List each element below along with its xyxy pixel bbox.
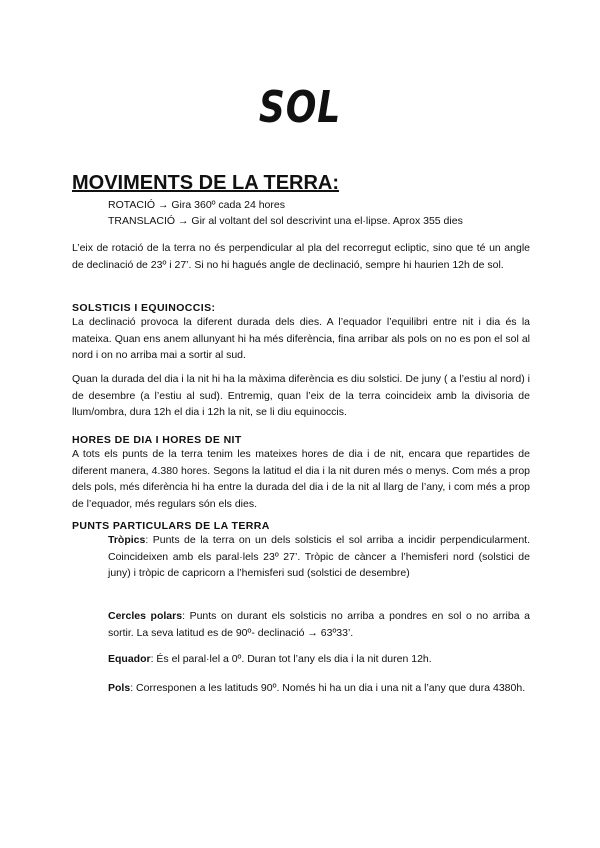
term-separator: : xyxy=(150,653,154,665)
list-item-cercles-polars xyxy=(108,608,530,641)
list-item-pols xyxy=(108,680,530,697)
list-item-tropics xyxy=(108,532,530,582)
definition-pols: Corresponen a les latituds 90º. Només hi ha un dia i una nit a l’any que dura 4380h. xyxy=(133,682,526,694)
term-equador: Equador xyxy=(108,653,151,665)
term-separator: : xyxy=(130,682,134,694)
section-heading-solsticis: SOLSTICIS I EQUINOCCIS: xyxy=(72,302,216,314)
translacio-line: TRANSLACIÓ → Gir al voltant del sol descrivint una el·lipse. Aprox 355 dies xyxy=(108,215,463,227)
term-tropics: Tròpics xyxy=(108,534,146,546)
section-heading-punts: PUNTS PARTICULARS DE LA TERRA xyxy=(72,520,270,532)
rotacio-line: ROTACIÓ → Gira 360º cada 24 hores xyxy=(108,199,285,211)
hores-paragraph: A tots els punts de la terra tenim les mateixes hores de dia i de nit, encara que repartides de diferent manera, 4.380 hores. Segons la latitud el dia i la nit duren més o menys. Com més a prop dels pols, més diferència hi ha entre la durada del dia i de la nit al llarg de l’any, i com més a prop de l’equador, més regulars són els dies. xyxy=(72,448,530,510)
term-pols: Pols xyxy=(108,682,131,694)
definition-cercles-polars: Punts on durant els solsticis no arriba a pondres en sol o no arriba a sortir. La seva latitud es de 90º- declinació → 63º33’. xyxy=(108,610,531,639)
term-separator: : xyxy=(145,534,149,546)
solsticis-paragraph-2: Quan la durada del dia i la nit hi ha la màxima diferència es diu solstici. De juny ( a l’estiu al nord) i de desembre (a l’estiu al sud). Entremig, quan l’eix de la terra coincideix amb la divisoria de llum/ombra, dura 12h el dia i 12h la nit, se li diu equinoccis. xyxy=(72,373,530,419)
term-cercles-polars: Cercles polars xyxy=(108,610,183,622)
definition-equador: És el paral·lel a 0º. Duran tot l’any els dia i la nit duren 12h. xyxy=(153,653,432,665)
definition-tropics: Punts de la terra on un dels solsticis el sol arriba a incidir perpendicularment. Coincideixen amb els paral·lels 23º 27’. Tròpic de càncer a l’hemisferi nord (solstici de juny) i tròpic de capricorn a l’hemisferi sud (solstici de desembre) xyxy=(108,534,530,580)
section-heading-moviments: MOVIMENTS DE LA TERRA: xyxy=(72,172,340,194)
term-separator: : xyxy=(182,610,185,622)
list-item-equador xyxy=(108,651,530,668)
section-heading-hores: HORES DE DIA I HORES DE NIT xyxy=(72,434,242,446)
solsticis-paragraph-1: La declinació provoca la diferent durada dels dies. A l’equador l’equilibri entre nit i dia és la mateixa. Quan ens anem allunyant hi ha més diferència, fina arribar als pols on no es pon el sol al nord i on no arriba mai a sortir al sud. xyxy=(72,316,530,362)
page-title: SOL xyxy=(258,82,342,133)
declination-paragraph: L’eix de rotació de la terra no és perpendicular al pla del recorregut ecliptic, sino que té un angle de declinació de 23º i 27’. Si no hi hagués angle de declinació, sempre hi haurien 12h de sol. xyxy=(72,242,530,271)
